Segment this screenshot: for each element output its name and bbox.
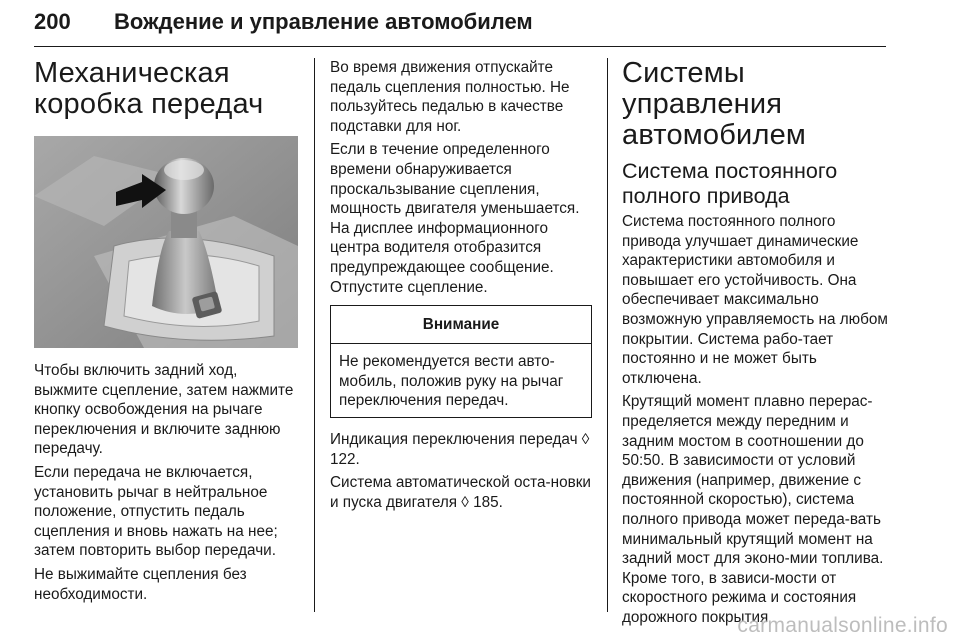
paragraph: Если в течение определенного времени обнаруживается проскальзывание сцепления, мощность двигателя уменьшается. На дисплее информационного центра водителя отобразится предупреждающее сообщение. Отпустите сцепление. — [330, 141, 580, 296]
paragraph: Крутящий момент плавно перерас-пределяется между передним и задним мостом в соотношении до 50:50. В зависимости от условий движения (например, движение с постоянной скоростью), система полного привода может переда-вать минимальный крутящий момент на задний мост для эконо-мии топлива. Кроме того, в зависи-мости от скоростного режима и состояния дорожного покрытия — [622, 393, 884, 626]
warning-text: Не рекомендуется вести авто-мобиль, положив руку на рычаг переключения передач. — [339, 353, 564, 410]
page-number: 200 — [34, 9, 71, 34]
gear-lever-illustration — [34, 136, 298, 348]
watermark: carmanualsonline.info — [737, 614, 948, 637]
warning-body — [331, 344, 591, 417]
cross-reference-paragraph: Индикация переключения передач ◊ 122. — [330, 430, 590, 468]
cross-reference-paragraph: Система автоматической оста-новки и пуска двигателя ◊ 185. — [330, 474, 591, 511]
column-divider-left — [314, 58, 315, 612]
warning-box — [330, 305, 592, 418]
paragraph: Если передача не включается, установить рычаг в нейтральное положение, отпустить педаль сцепления и вновь нажать на нее; затем повторить выбор передачи. — [34, 463, 278, 560]
paragraph: Система постоянного полного привода улучшает динамические характеристики автомобиля и повышает его устойчивость. Она обеспечивает максимально возможную управляемость на любом покрытии. Система рабо-тает постоянно и не может быть отключена. — [622, 213, 888, 387]
column-middle — [330, 58, 592, 516]
running-title: Вождение и управление автомобилем — [114, 9, 533, 34]
subsection-heading-awd: Система постоянного полного привода — [622, 159, 838, 208]
column-divider-right — [607, 58, 608, 612]
paragraph: Во время движения отпускайте педаль сцепления полностью. Не пользуйтесь педалью в качестве подставки для ног. — [330, 59, 570, 135]
paragraph: Чтобы включить задний ход, выжмите сцепление, затем нажмите кнопку освобождения на рычаге переключения и включите заднюю передачу. — [34, 362, 294, 458]
section-heading-manual-gearbox: Механическая коробка передач — [34, 57, 264, 120]
column-right — [622, 58, 890, 631]
page-header — [34, 6, 886, 47]
warning-title: Внимание — [331, 306, 591, 344]
section-heading-vehicle-control-systems: Системы управления автомобилем — [622, 57, 807, 151]
column-left — [34, 58, 300, 608]
paragraph: Не выжимайте сцепления без необходимости. — [34, 565, 247, 603]
